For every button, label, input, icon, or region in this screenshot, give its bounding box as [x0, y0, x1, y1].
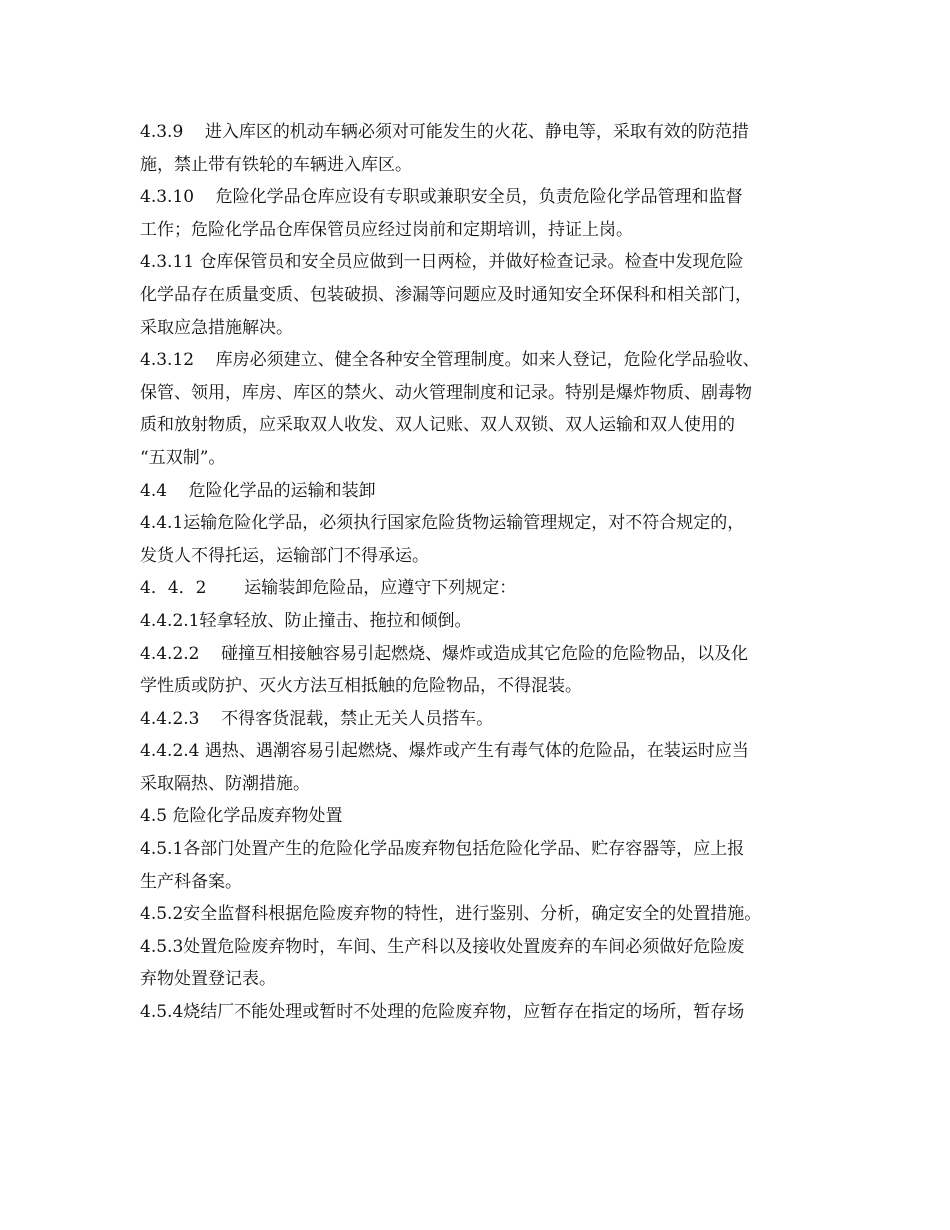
text-line: 化学品存在质量变质、包装破损、渗漏等问题应及时通知安全环保科和相关部门，	[140, 284, 752, 305]
text-line: 4．4．2 运输装卸危险品，应遵守下列规定：	[140, 578, 517, 599]
text-line: 4.3.10 危险化学品仓库应设有专职或兼职安全员，负责危险化学品管理和监督	[140, 187, 743, 208]
text-line: 4.5.3处置危险废弃物时，车间、生产科以及接收处置废弃的车间必须做好危险废	[140, 936, 745, 957]
text-line: 发货人不得托运，运输部门不得承运。	[140, 545, 429, 566]
text-line: 4.4.1运输危险化学品，必须执行国家危险货物运输管理规定，对不符合规定的，	[140, 513, 745, 534]
text-line: 4.5.2安全监督科根据危险废弃物的特性，进行鉴别、分析，确定安全的处置措施。	[140, 904, 762, 925]
section-heading: 4.4 危险化学品的运输和装卸	[140, 480, 376, 501]
text-line: 学性质或防护、灭火方法互相抵触的危险物品，不得混装。	[140, 676, 582, 697]
text-line: 4.3.11 仓库保管员和安全员应做到一日两检，并做好检查记录。检查中发现危险	[140, 252, 744, 273]
text-line: 保管、领用，库房、库区的禁火、动火管理制度和记录。特别是爆炸物质、剧毒物	[140, 382, 752, 403]
text-line: 生产科备案。	[140, 871, 242, 892]
text-line: 4.5.1各部门处置产生的危险化学品废弃物包括危险化学品、贮存容器等，应上报	[140, 839, 745, 860]
text-line: 采取应急措施解决。	[140, 317, 293, 338]
document-body	[140, 116, 820, 1029]
text-line: 工作；危险化学品仓库保管员应经过岗前和定期培训，持证上岗。	[140, 219, 633, 240]
text-line: 4.3.9 进入库区的机动车辆必须对可能发生的火花、静电等，采取有效的防范措	[140, 122, 749, 142]
text-line: 采取隔热、防潮措施。	[140, 773, 310, 794]
text-line: 4.4.2.3 不得客货混载，禁止无关人员搭车。	[140, 708, 494, 729]
text-line: 4.5.4烧结厂不能处理或暂时不处理的危险废弃物，应暂存在指定的场所，暂存场	[140, 1002, 745, 1023]
text-line: 4.4.2.2 碰撞互相接触容易引起燃烧、爆炸或造成其它危险的危险物品，以及化	[140, 643, 749, 664]
section-heading: 4.5 危险化学品废弃物处置	[140, 806, 343, 827]
text-line: 4.4.2.1轻拿轻放、防止撞击、拖拉和倾倒。	[140, 610, 472, 631]
text-line: 4.3.12 库房必须建立、健全各种安全管理制度。如来人登记，危险化学品验收、	[140, 350, 760, 371]
text-line: “五双制”。	[140, 447, 226, 468]
text-line: 施，禁止带有铁轮的车辆进入库区。	[140, 154, 412, 175]
text-line: 质和放射物质，应采取双人收发、双人记账、双人双锁、双人运输和双人使用的	[140, 415, 735, 436]
text-line: 弃物处置登记表。	[140, 969, 276, 990]
text-line: 4.4.2.4 遇热、遇潮容易引起燃烧、爆炸或产生有毒气体的危险品，在装运时应当	[140, 741, 749, 762]
